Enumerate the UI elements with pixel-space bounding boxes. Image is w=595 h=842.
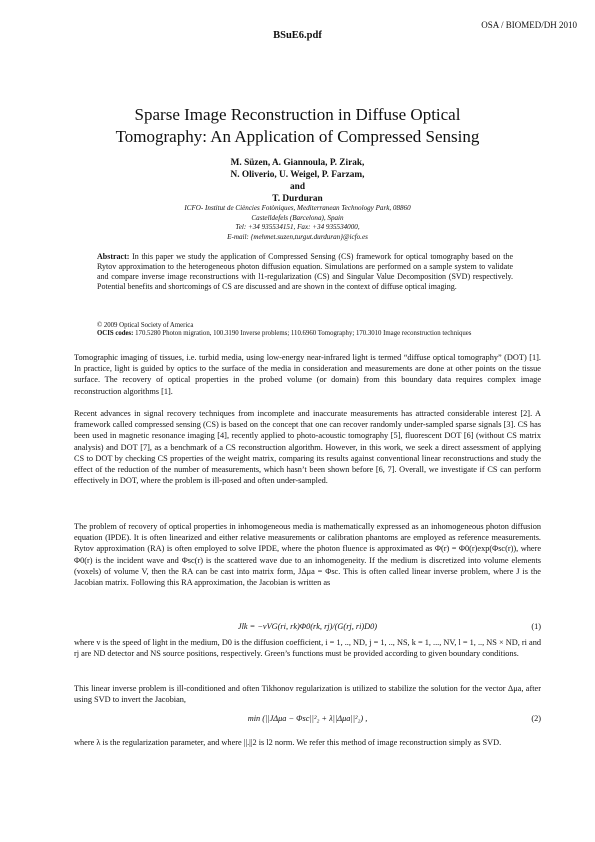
equation-1-expression: Jlk = −vVG(ri, rk)Φ0(rk, rj)/(G(rj, ri)D0)	[237, 622, 378, 631]
abstract-text: In this paper we study the application of Compressed Sensing (CS) framework for optical tomography based on the Rytov approximation to the heterogeneous photon diffusion equation. Simulations are performed on a sample system to validate and compare inverse image reconstructions with l1-regularization (CS) and Singular Value Decomposition (SVD) respectively. Potential benefits and shortcomings of CS are discussed and are shown in the context of diffuse optical imaging.	[97, 252, 513, 291]
body-paragraph-1: Tomographic imaging of tissues, i.e. turbid media, using low-energy near-infrared light is termed “diffuse optical tomography” (DOT) [1]. In practice, light is guided by optics to the surface of the media in consideration and measurements are done at other points on the tissue surface. The recovery of optical properties in the probed volume (or domain) from this boundary data requires complex image reconstruction algorithms [1].	[74, 353, 541, 396]
affiliation-line-4: E-mail: {mehmet.suzen,turgut.durduran}@icfo.es	[227, 232, 368, 241]
equation-1-number: (1)	[531, 622, 541, 631]
body-paragraph-3: The problem of recovery of optical properties in inhomogeneous media is mathematically expressed as an inhomogeneous photon diffusion equation (IPDE). It is often linearized and either relative measurements or calibration phantoms are employed as reference measurements. Rytov approximation (RA) is often employed to solve IPDE, where the photon fluence is approximated as Φ(r) = Φ0(r)exp(Φsc(r)), where Φ0(r) is the incident wave and Φsc(r) is the scattered wave due to an inhomogeneity. If the medium is discretized into volume elements (voxels) of volume V, then the RA can be cast into matrix form, JΔμa = Φsc. This is often called linear inverse problem, where J is the Jacobian matrix. Following this RA approximation, the Jacobian is written as	[74, 522, 541, 588]
ocis-label: OCIS codes:	[97, 330, 134, 337]
affiliation-line-3: Tel: +34 935534151, Fax: +34 935534000,	[235, 223, 360, 231]
conference-header: OSA / BIOMED/DH 2010	[481, 20, 577, 30]
copyright-notice: © 2009 Optical Society of America	[97, 322, 194, 329]
affiliation	[60, 204, 535, 242]
paper-title	[60, 104, 535, 148]
author-line-4: T. Durduran	[272, 194, 323, 204]
ocis-codes	[97, 330, 513, 338]
body-paragraph-5: This linear inverse problem is ill-conditioned and often Tikhonov regularization is utilized to stabilize the solution for the vector Δμa, after using SVD to invert the Jacobian,	[74, 684, 541, 705]
affiliation-line-2: Castelldefels (Barcelona), Spain	[251, 213, 344, 222]
equation-2-expression: min (||JΔμa − Φsc||²₂ + λ||Δμa||²₂) ,	[247, 714, 368, 723]
author-list	[60, 157, 535, 205]
equation-2-number: (2)	[531, 714, 541, 723]
author-line-3: and	[290, 182, 305, 192]
ocis-text: 170.5280 Photon migration, 100.3190 Inverse problems; 110.6960 Tomography; 170.3010 Image reconstruction techniques	[135, 330, 472, 337]
author-line-2: N. Oliverio, U. Weigel, P. Farzam,	[230, 170, 365, 180]
abstract-label: Abstract:	[97, 252, 130, 261]
body-paragraph-4: where v is the speed of light in the medium, D0 is the diffusion coefficient, i = 1, .., ND, j = 1, .., NS, k = 1, ..., NV, l = 1, .., NS × ND, ri and rj are ND detector and NS source positions, respectively. Green’s functions must be provided according to given boundary conditions.	[74, 638, 541, 659]
body-paragraph-2: Recent advances in signal recovery techniques from incomplete and inaccurate measurements has attracted considerable interest [2]. A framework called compressed sensing (CS) is based on the concept that one can recover randomly under-sampled sparse signals [3]. CS has been used in magnetic resonance imaging [4], recently applied to photo-acoustic tomography [5], fluorescent DOT [6] (without CS matrix analysis) and DOT [7], as a benchmark of a CS reconstruction algorithm. However, in this work, we seek a direct assessment of applying CS to DOT by checking CS properties of the weight matrix, comparing its results against conventional linear reconstructions and study the effect of the reduction of the number of measurements, which hasn’t been shown before [6, 7]. Overall, we investigate if CS can perform effectively in DOT, where the problem is ill-posed and often under-sampled.	[74, 409, 541, 486]
paper-id-header: BSuE6.pdf	[273, 30, 322, 41]
affiliation-line-1: ICFO- Institut de Ciències Fotòniques, Mediterranean Technology Park, 08860	[184, 204, 411, 212]
author-line-1: M. Süzen, A. Giannoula, P. Zirak,	[230, 158, 365, 168]
title-line-2: Tomography: An Application of Compressed Sensing	[115, 127, 480, 146]
title-line-1: Sparse Image Reconstruction in Diffuse Optical	[134, 105, 461, 124]
abstract	[97, 252, 513, 292]
body-paragraph-6: where λ is the regularization parameter, and where ||.||2 is l2 norm. We refer this method of image reconstruction simply as SVD.	[74, 738, 502, 747]
